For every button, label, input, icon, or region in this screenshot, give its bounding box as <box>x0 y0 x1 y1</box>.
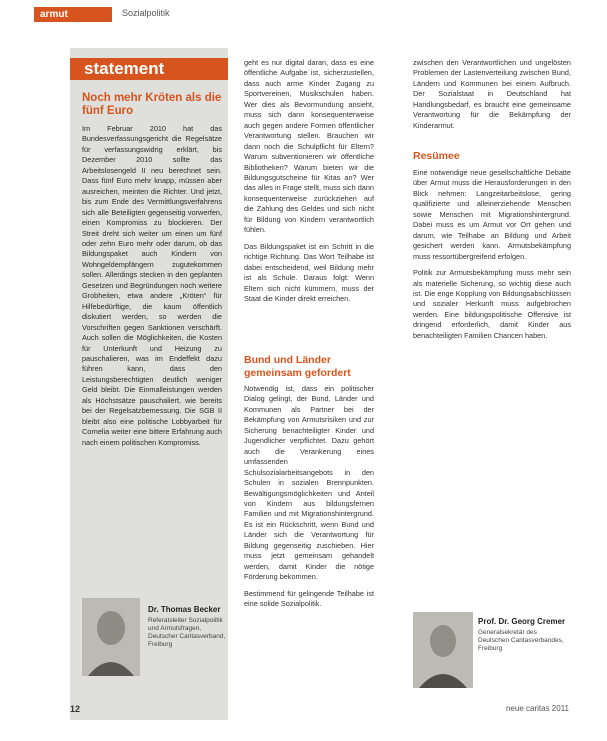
paragraph: Eine notwendige neue gesellschaftliche Debatte über Armut muss die Herausforderungen in den Blick nehmen: Langzeitarbeitslose, gering qualifizierte und alleinerziehende Menschen sowie Menschen mit Migrationshintergrund. Dabei muss es um Armut vor Ort gehen und darum, wie Teilhabe an Bildung und Arbeit gesichert werden kann. Armutsbekämpfung muss ressortübergreifend erfolgen. <box>413 168 571 261</box>
right-subhead: Resümee <box>413 150 460 162</box>
person-photo-icon <box>413 612 473 688</box>
person-photo-icon <box>82 598 140 676</box>
publication-footer: neue caritas 2011 <box>505 704 569 713</box>
portrait-photo <box>82 598 140 676</box>
section-tag: armut <box>34 7 112 22</box>
portrait-name: Prof. Dr. Georg Cremer <box>478 617 566 626</box>
right-column-top <box>413 58 571 143</box>
portrait-name: Dr. Thomas Becker <box>148 605 221 614</box>
paragraph: Notwendig ist, dass ein politischer Dialog gelingt, der Bund, Länder und Kommunen als Partner bei der Bekämpfung von Armutsrisiken und zur Sicherung benachteiligter Kinder und Jugendlicher verpflichtet. Dazu gehört auch die Verankerung eines umfassenden Schulsozialarbeitsangebots in den Schulen in sozialen Brennpunkten. Bewältigungsmöglichkeiten und Anteil von Kindern aus bildungsfernen Familien und mit Migrationshintergrund. Es ist ein Rückschritt, wenn Bund und Länder sich die Verantwortung für Bildung gegenseitig zuschieben. Hier muss jetzt gemeinsam gehandelt werden, damit Kinder die nötige Förderung bekommen. <box>244 384 374 582</box>
page-number: 12 <box>70 704 81 714</box>
portrait-caption-2 <box>478 617 568 653</box>
section-label: Sozialpolitik <box>122 8 170 18</box>
middle-column-bottom <box>244 384 374 704</box>
right-column-bottom <box>413 168 571 438</box>
portrait-caption <box>148 605 226 649</box>
statement-banner: statement <box>70 58 228 80</box>
portrait-role: Generalsekretär des Deutschen Caritasverbandes, Freiburg <box>478 629 564 652</box>
paragraph: geht es nur digital daran, dass es eine öffentliche Aufgabe ist, sicherzustellen, dass auch arme Kinder Zugang zu Sportvereinen, Musikschulen haben. Wer dies als Bevormundung ansieht, muss sich dann konsequenterweise auch gegen andere Formen öffentlicher Verantwortung stellen. Brauchen wir dann noch die Schulpflicht für Eltern? Warum subventionieren wir öffentliche Bibliotheken? Warum bieten wir die Bildungsgutscheine für Kitas an? Wer das alles in Frage stellt, muss sich dann konsequenterweise zurückziehen auf die Zahlung des Geldes und sich nicht für Bildung von Kindern verantwortlich fühlen. <box>244 58 374 235</box>
middle-column-top <box>244 58 374 348</box>
paragraph: Politik zur Armutsbekämpfung muss mehr sein als materielle Sicherung, so wichtig diese auch ist. Die enge Kopplung von Bildungsabschlüssen und sozialer Herkunft muss aufgebrochen werden. Eine bildungspolitische Offensive ist dringend erforderlich, damit Kinder aus benachteiligten Familien Chancen haben. <box>413 268 571 340</box>
paragraph: Bestimmend für gelingende Teilhabe ist eine solide Sozialpolitik. <box>244 588 374 609</box>
statement-title: Noch mehr Kröten als die fünf Euro <box>82 92 222 117</box>
statement-body: Im Februar 2010 hat das Bundesverfassungsgericht die Regelsätze für verfassungswidrig erklärt, bis Dezember 2010 sollte das Arbeitslosengeld II neu berechnet sein. Dass fünf Euro mehr knapp, müssen aber ausreichen, meinten die Richter. Und jetzt, bis zum Ende des Vermittlungsverfahrens sich alle Beteiligten gegenseitig vorwerfen, einen Kompromiss zu blockieren. Der Streit dreht sich weiter um einen um fünf oder zehn Euro mehr oder darum, ob das Bildungspaket auch Kindern von Wohngeldempfängern zugutekommen sollen. Allerdings stecken in den geplanten Gesetzen und Begründungen noch weitere Grobheiten, etwa andere „Kröten“ für Hilfebedürftige, die kaum öffentlich diskutiert werden, so werden die Vorschriften gegen Sanktionen verschärft. Auch sollen die Möglichkeiten, die Kosten für Unterkunft und Heizung zu pauschalieren, was im Endeffekt dazu führen kann, dass den Leistungsberechtigten deutlich weniger Geld bleibt. Die Einmalleistungen werden als Höchstsätze pauschaliert, wie bereits bei der Regelsatzbemessung. Die SGB II bleibt also eine politische Lobbyarbeit für Cornelia weiter eine bittere Erfahrung auch nach einem politischen Kompromiss. <box>82 124 222 447</box>
portrait-role: Referatsleiter Sozialpolitik und Armutsfragen, Deutscher Caritasverband, Freiburg <box>148 617 226 648</box>
portrait-photo-2 <box>413 612 473 688</box>
paragraph: Das Bildungspaket ist ein Schritt in die richtige Richtung. Das Wort Teilhabe ist dabei entscheidend, weil Bildung mehr ist als Schule. Daraus folgt: Wenn Eltern sich nicht kümmern, muss der Staat die Kinder direkt erreichen. <box>244 241 374 303</box>
middle-subhead: Bund und Länder gemeinsam gefordert <box>244 354 351 379</box>
paragraph: zwischen den Verantwortlichen und ungelösten Problemen der Lastenverteilung zwischen Bund, Ländern und Kommunen bei einem Aufbruch. Der Sozialstaat in Deutschland hat Handlungsbedarf, es braucht eine gemeinsame Verantwortung für die Bekämpfung der Kinderarmut. <box>413 58 571 130</box>
